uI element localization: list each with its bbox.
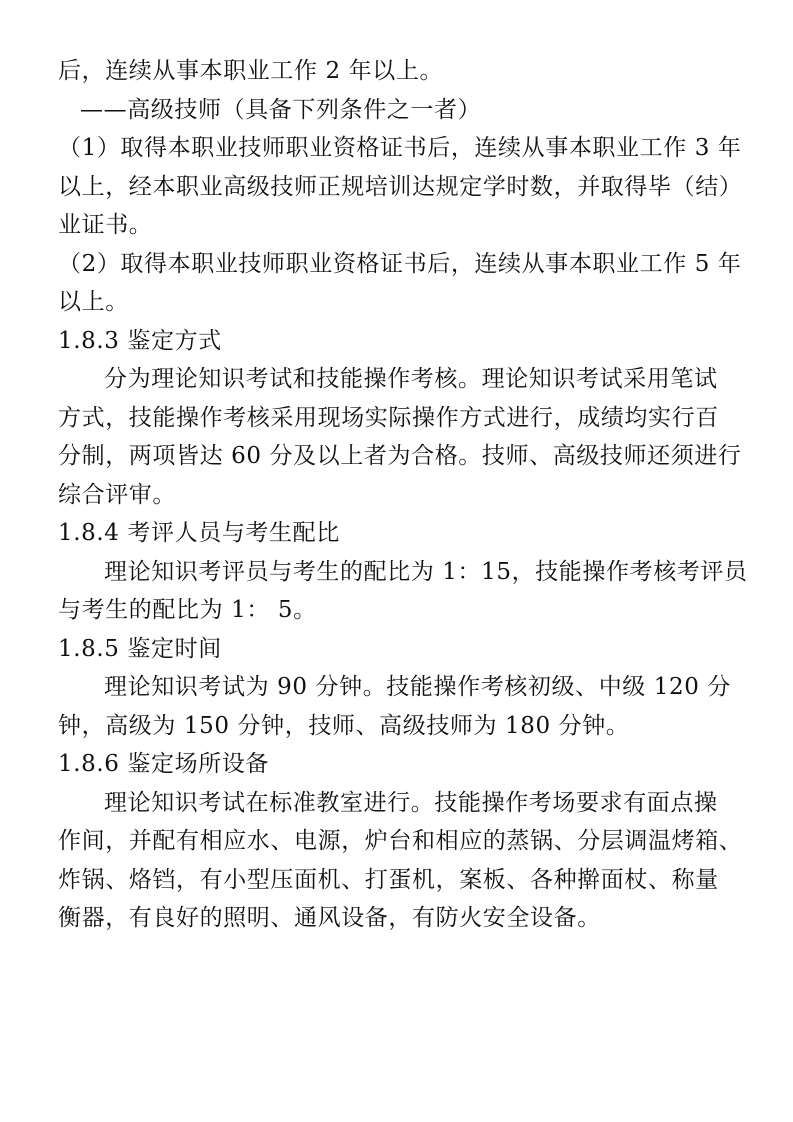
paragraph-line: 钟，高级为 150 分钟，技师、高级技师为 180 分钟。: [58, 712, 630, 739]
paragraph-line: 方式，技能操作考核采用现场实际操作方式进行，成绩均实行百: [58, 404, 719, 431]
paragraph-line: 理论知识考试为 90 分钟。技能操作考核初级、中级 120 分: [104, 674, 732, 700]
section-heading-1-8-3: 1.8.3 鉴定方式: [58, 327, 222, 354]
text-line: 后，连续从事本职业工作 2 年以上。: [58, 58, 444, 84]
paragraph-line: 分为理论知识考试和技能操作考核。理论知识考试采用笔试: [104, 366, 718, 392]
section-heading-1-8-5: 1.8.5 鉴定时间: [58, 635, 222, 662]
text-line: 以上，经本职业高级技师正规培训达规定学时数，并取得毕（结）: [58, 173, 743, 200]
section-heading-1-8-6: 1.8.6 鉴定场所设备: [58, 751, 270, 777]
condition-item-2: （2）取得本职业技师职业资格证书后，连续从事本职业工作 5 年: [58, 250, 742, 277]
paragraph-line: 分制，两项皆达 60 分及以上者为合格。技师、高级技师还须进行: [58, 443, 742, 469]
section-heading-1-8-4: 1.8.4 考评人员与考生配比: [58, 520, 340, 546]
text-line: 以上。: [58, 289, 129, 315]
paragraph-line: 理论知识考试在标准教室进行。技能操作考场要求有面点操: [104, 789, 718, 816]
paragraph-line: 衡器，有良好的照明、通风设备，有防火安全设备。: [58, 905, 601, 931]
paragraph-line: 作间，并配有相应水、电源，炉台和相应的蒸锅、分层调温烤箱、: [58, 828, 743, 854]
text-line: 业证书。: [58, 212, 153, 238]
paragraph-line: 综合评审。: [58, 481, 176, 508]
paragraph-line: 与考生的配比为 1： 5。: [58, 597, 317, 623]
condition-item-1: （1）取得本职业技师职业资格证书后，连续从事本职业工作 3 年: [58, 135, 742, 161]
paragraph-line: 理论知识考评员与考生的配比为 1：15，技能操作考核考评员: [104, 558, 748, 585]
document-page: [58, 52, 748, 938]
subheading-advanced-senior-technician: ——高级技师（具备下列条件之一者）: [80, 96, 482, 123]
paragraph-line: 炸锅、烙铛，有小型压面机、打蛋机，案板、各种擀面杖、称量: [58, 866, 719, 893]
